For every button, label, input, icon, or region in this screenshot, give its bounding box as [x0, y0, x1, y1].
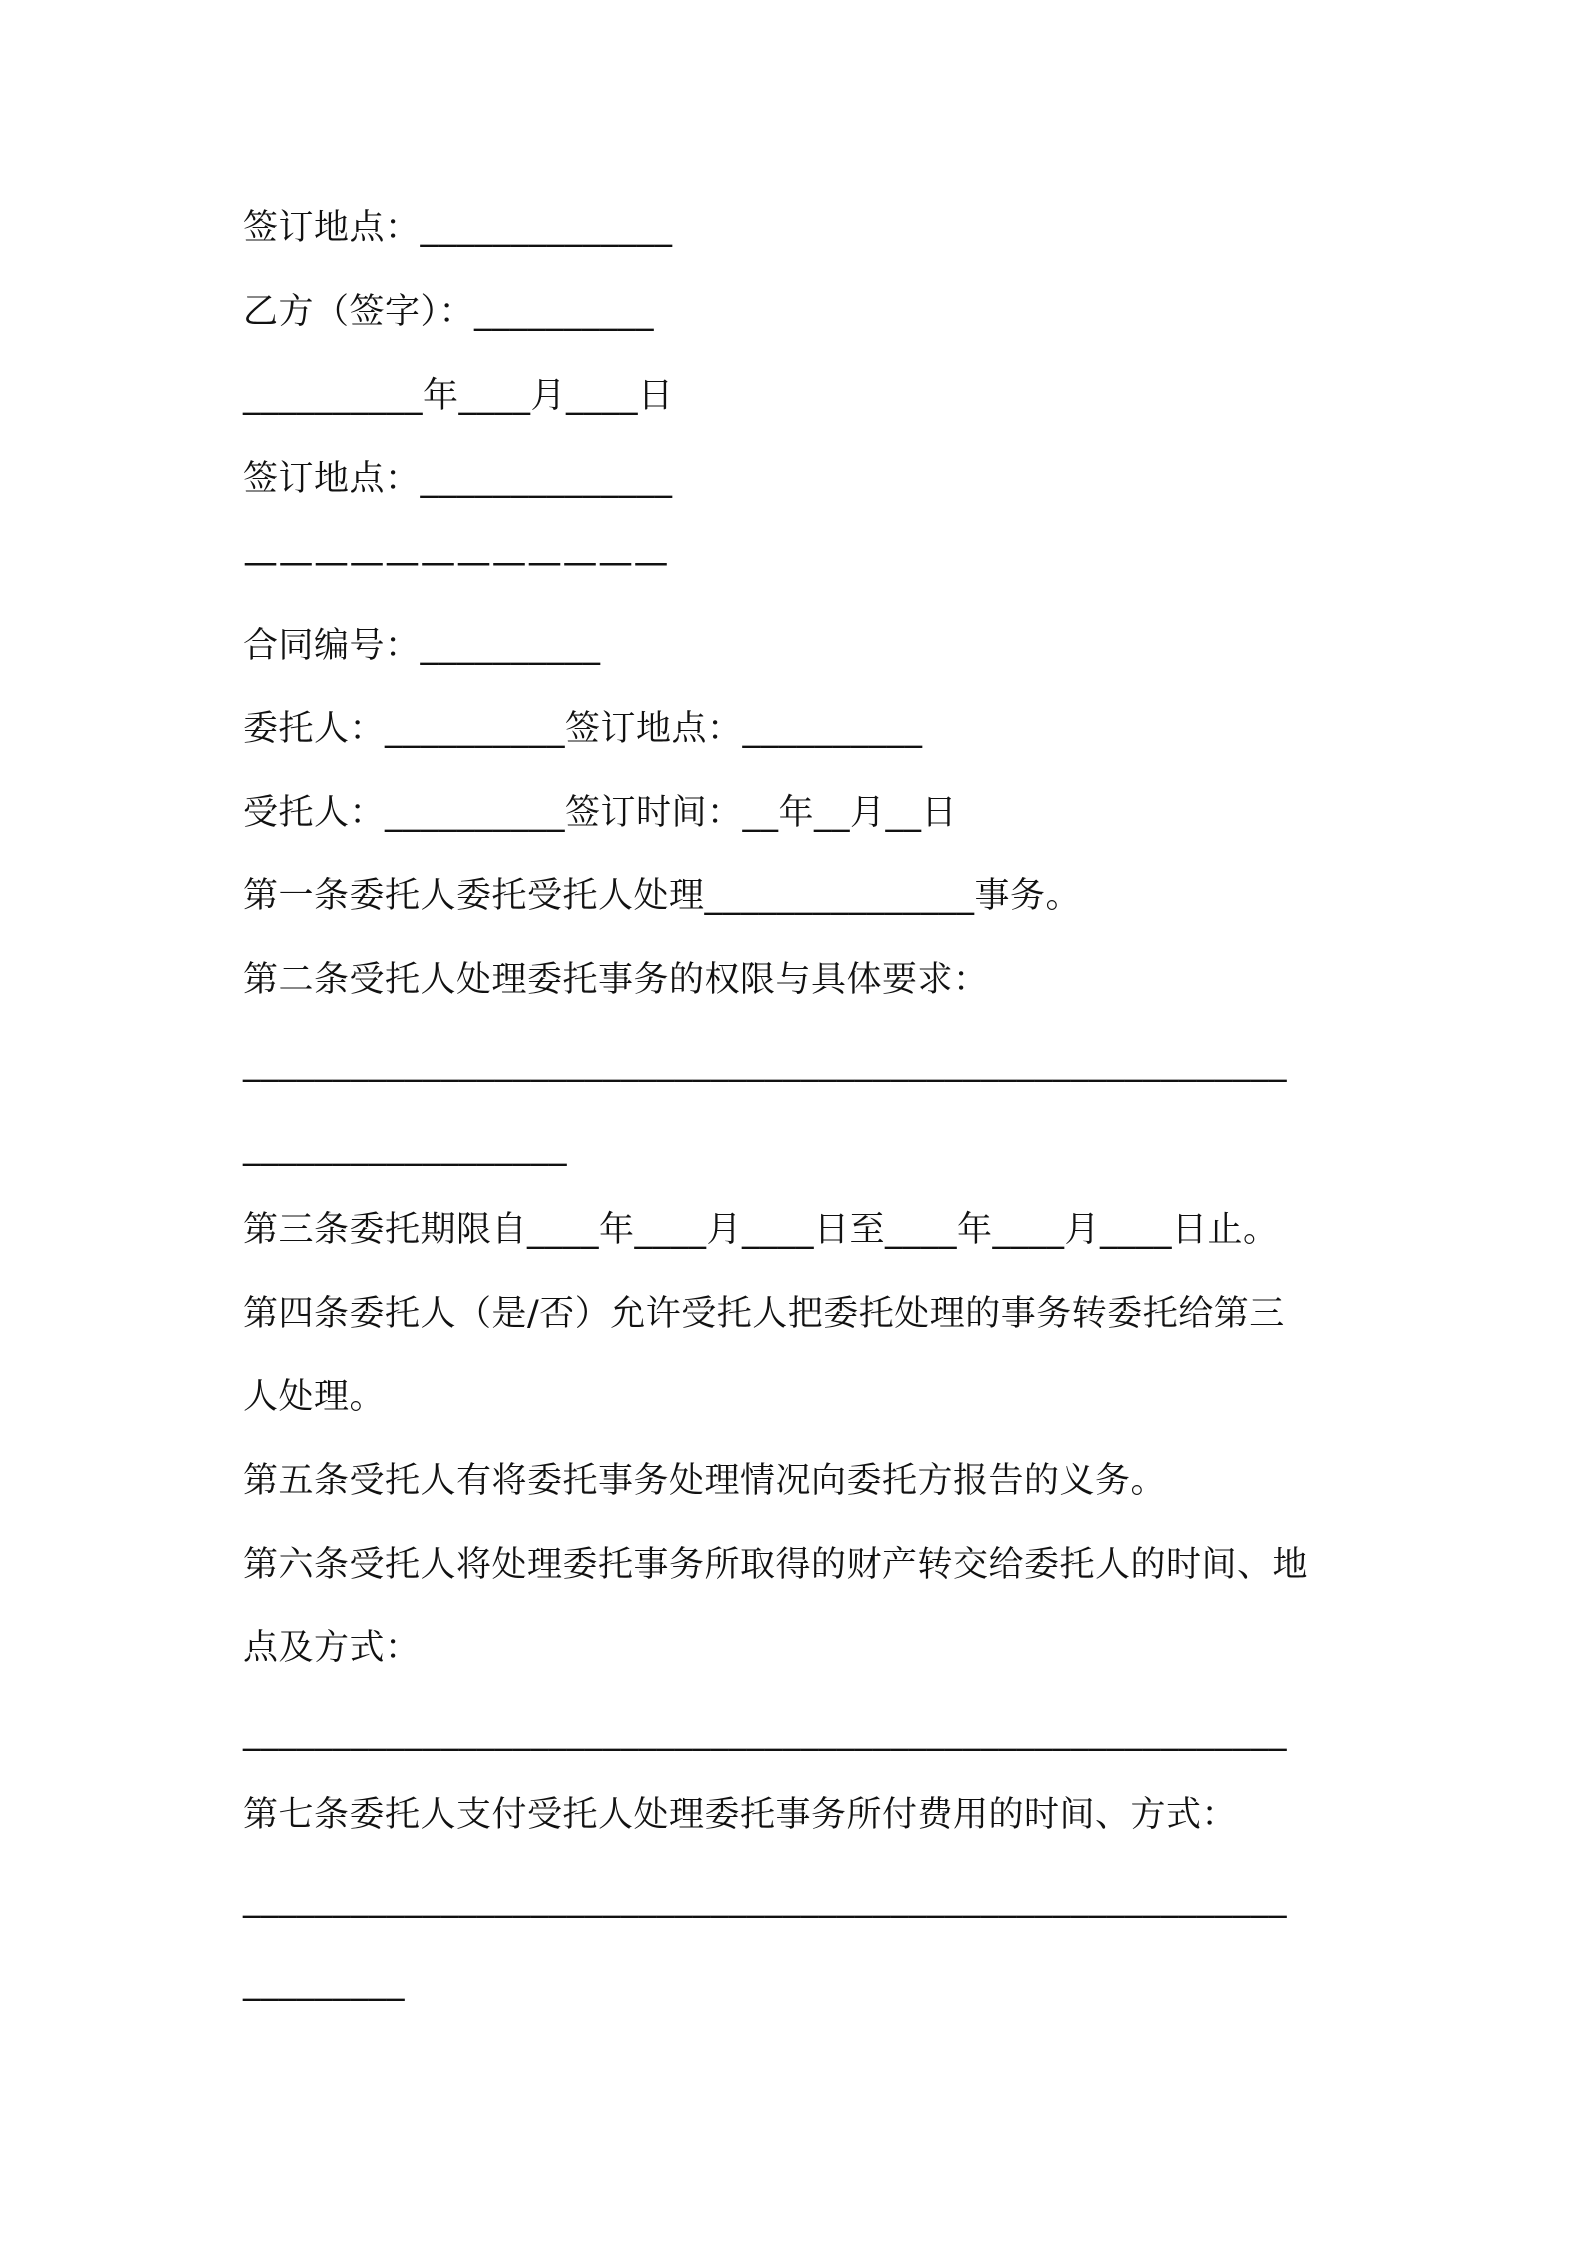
article-4-line-1: 第四条委托人（是/否）允许受托人把委托处理的事务转委托给第三 — [243, 1294, 1285, 1334]
article-1: 第一条委托人委托受托人处理_______________事务。 — [243, 876, 1082, 916]
article-5: 第五条受托人有将委托事务处理情况向委托方报告的义务。 — [243, 1461, 1167, 1501]
article-2-blank-line-1: __________________________________________________________ — [243, 1043, 1287, 1083]
party-b-signature-field: 乙方（签字）：__________ — [243, 292, 655, 332]
signing-place-field-1: 签订地点：______________ — [243, 208, 673, 248]
article-3: 第三条委托期限自____年____月____日至____年____月____日止。 — [243, 1210, 1279, 1250]
article-6-blank-line: __________________________________________________________ — [243, 1712, 1287, 1752]
article-2: 第二条受托人处理委托事务的权限与具体要求： — [243, 960, 989, 1000]
separator-dashes: ———————————— — [243, 543, 669, 583]
contract-number-field: 合同编号：__________ — [243, 626, 601, 666]
signing-place-field-2: 签订地点：______________ — [243, 459, 673, 499]
article-6-line-1: 第六条受托人将处理委托事务所取得的财产转交给委托人的时间、地 — [243, 1545, 1309, 1585]
article-4-line-2: 人处理。 — [243, 1377, 386, 1417]
article-6-line-2: 点及方式： — [243, 1628, 421, 1668]
article-7-blank-line-1: __________________________________________________________ — [243, 1879, 1287, 1919]
date-field: __________年____月____日 — [243, 376, 674, 416]
agent-field: 受托人：__________签订时间：__年__月__日 — [243, 793, 958, 833]
article-7: 第七条委托人支付受托人处理委托事务所付费用的时间、方式： — [243, 1795, 1238, 1835]
principal-field: 委托人：__________签订地点：__________ — [243, 709, 923, 749]
article-2-blank-line-2: __________________ — [243, 1127, 567, 1167]
article-7-blank-line-2: _________ — [243, 1962, 405, 2002]
